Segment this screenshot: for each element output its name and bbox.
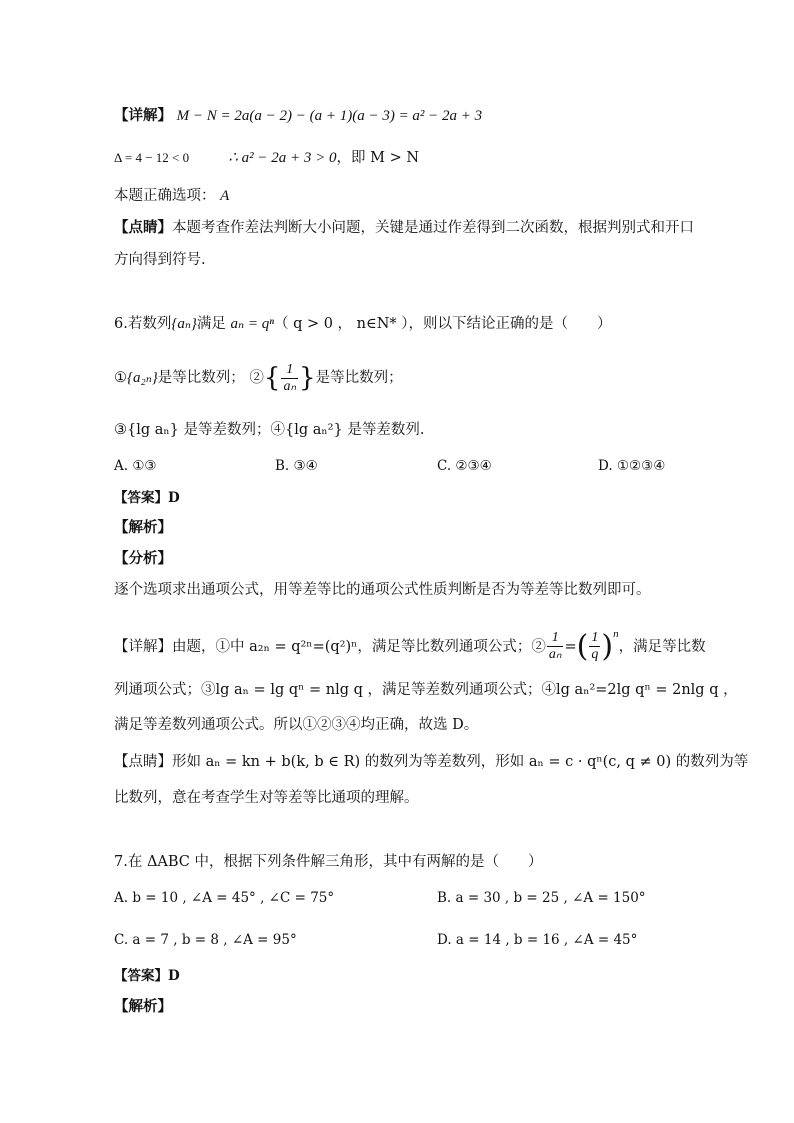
q6-fenxi-text: 逐个选项求出通项公式，用等差等比的通项公式性质判断是否为等差等比数列即可。 [114,582,651,598]
q6-s1-a: ① [114,370,127,386]
q7-option-b: B. a = 30 , b = 25 , ∠A = 150° [437,890,646,906]
answer-value: A [220,188,230,204]
q7-option-a: A. b = 10 , ∠A = 45° , ∠C = 75° [114,890,335,906]
fraction-numerator: 1 [281,362,298,379]
q6-s2-fraction [281,362,298,395]
left-brace: { [263,363,281,393]
q7-option-c: C. a = 7 , b = 8 , ∠A = 95° [114,932,297,948]
detail-line-1 [114,106,482,126]
fraction-denominator: aₙ [283,378,297,394]
answer-line [114,186,229,206]
dianjing-text-2: 方向得到符号. [114,252,206,268]
fraction-denominator: aₙ [548,647,562,663]
q7-jiexi: 【解析】 [114,998,172,1015]
dianjing-tag: 【点睛】 [114,219,172,236]
q6-detail-fraction [547,630,564,663]
q6-jiexi: 【解析】 [114,519,172,536]
q6-fenxi: 【分析】 [114,550,172,567]
dianjing-line-1 [114,218,694,238]
exponent-n: n [613,628,619,640]
fraction-denominator: q [591,647,599,663]
answer-label: 本题正确选项： [114,188,216,204]
fraction-numerator: 1 [547,630,564,647]
difference-equation: M − N = 2a(a − 2) − (a + 1)(a − 3) = a² − 2a + 3 [176,108,483,124]
q6-option-c: C. ②③④ [437,458,492,474]
right-brace: } [299,363,316,393]
q6-option-d: D. ①②③④ [598,458,666,474]
q7-option-d: D. a = 14 , b = 16 , ∠A = 45° [437,932,638,948]
q6-detail-b: ，满足等比数 [618,638,706,655]
therefore-expression: ∴ a² − 2a + 3 > 0 [228,150,337,166]
q6-stem-c: （ q > 0 ， n∈N* ），则以下结论正确的是（ ） [273,316,612,332]
q6-detail-line-1 [114,620,706,664]
q6-detail-a: 【详解】由题，①中 a₂ₙ = q²ⁿ=(q²)ⁿ，满足等比数列通项公式；② [114,638,546,655]
q6-answer: 【答案】D [114,490,180,506]
left-paren: ( [576,628,589,664]
q6-dianjing-line-2: 比数列，意在考查学生对等差等比通项的理解。 [114,790,419,806]
q6-stem-formula: aₙ = qⁿ [230,316,274,332]
detail-tag: 【详解】 [114,107,172,124]
q6-s2-b: 是等比数列； [315,370,403,386]
discriminant: Δ = 4 − 12 < 0 [114,150,190,165]
q6-option-b: B. ③④ [275,458,318,474]
q7-stem: 7.在 ΔABC 中，根据下列条件解三角形，其中有两解的是（ ） [114,854,543,870]
right-paren: ) [601,628,614,664]
q6-stem-a: 6.若数列 [114,316,172,332]
q7-answer: 【答案】D [114,968,180,984]
q6-detail-line-3: 满足等差数列通项公式。所以①②③④均正确，故选 D。 [114,717,479,733]
q6-s1-b: 是等比数列； ② [157,370,264,386]
dianjing-line-2 [114,250,206,270]
dianjing-text-1: 本题考查作差法判断大小问题，关键是通过作差得到二次函数，根据判别式和开口 [172,220,694,236]
q6-detail-line-2: 列通项公式；③lg aₙ = lg qⁿ = nlg q ，满足等差数列通项公式；④lg aₙ²=2lg qⁿ = 2nlg q ， [114,682,738,698]
q6-s1-seq: {a₂ₙ} [127,370,158,386]
q6-statements-1-2 [114,358,403,398]
q6-stem [114,314,612,334]
q6-stem-seq: {aₙ} [171,316,197,332]
q6-dianjing-line-1: 【点睛】形如 aₙ = kn + b(k, b ∈ R) 的数列为等差数列，形如 aₙ = c · qⁿ(c, q ≠ 0) 的数列为等 [114,754,749,770]
q6-s3-s4: ③{lg aₙ} 是等差数列；④{lg aₙ²} 是等差数列. [114,422,425,438]
q6-statements-3-4 [114,420,424,440]
q6-stem-b: 满足 [196,316,226,332]
conclusion: ，即 M > N [336,150,420,166]
q6-option-a: A. ①③ [114,458,157,474]
fraction-numerator: 1 [591,630,599,646]
q6-detail-inner-fraction [589,630,600,663]
discriminant-line [114,148,419,168]
equals-sign: = [564,638,577,655]
